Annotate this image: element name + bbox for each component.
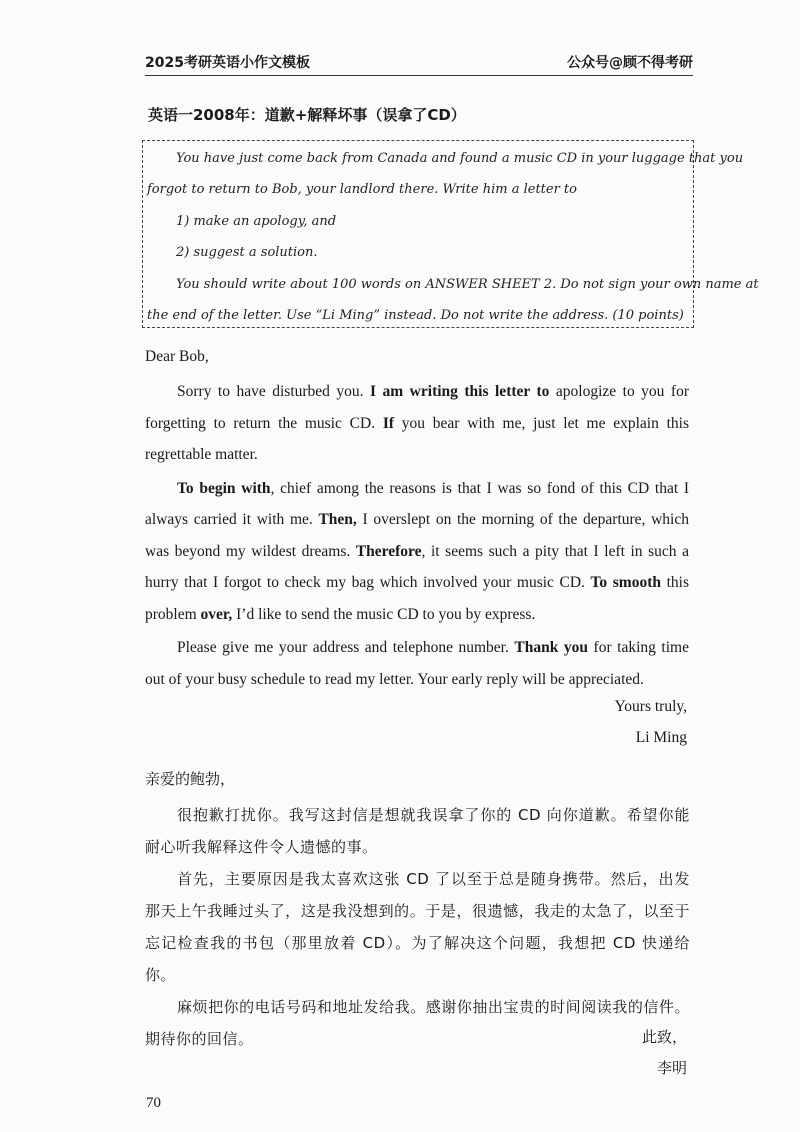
letter-paragraph-2: To begin with, chief among the reasons is that I was so fond of this CD that I always carried it with me. Then, I overslept on the morning of the departure, which was beyond my wildest dreams. Therefore, it seems such a pity that I left in such a hurry that I forgot to check my bag which involved your music CD. To smooth this problem over, I’d like to send the music CD to you by express. [145, 479, 690, 623]
letter-paragraph-1: Sorry to have disturbed you. I am writing this letter to apologize to you for forgetting to return the music CD. If you bear with me, just let me explain this regrettable matter. [145, 383, 689, 463]
letter-signature: Li Ming [635, 729, 687, 746]
translation-signature: 李明 [656, 1059, 687, 1077]
prompt-line: 1) make an apology, and [176, 214, 337, 229]
letter-paragraph-3: Please give me your address and telephone number. Thank you for taking time out of your busy schedule to read my letter. Your early reply will be appreciated. [145, 639, 689, 688]
translation-closing: 此致， [641, 1028, 687, 1046]
translation-body [145, 799, 690, 1055]
translation-salutation: 亲爱的鲍勃， [145, 770, 236, 788]
prompt-line: the end of the letter. Use “Li Ming” instead. Do not write the address. (10 points) [147, 308, 684, 323]
prompt-box [142, 140, 759, 328]
translation-paragraph-2: 首先，主要原因是我太喜欢这张 CD 了以至于总是随身携带。然后，出发那天上午我睡过头了，这是我没想到的。于是，很遗憾，我走的太急了，以至于忘记检查我的书包（那里放着 CD）。为了解决这个问题，我想把 CD 快递给你。 [145, 870, 690, 984]
translation-paragraph-3: 麻烦把你的电话号码和地址发给我。感谢你抽出宝贵的时间阅读我的信件。期待你的回信。 [145, 998, 690, 1048]
page-header [145, 50, 693, 76]
prompt-line: You have just come back from Canada and found a music CD in your luggage that you [176, 151, 744, 166]
section-title: 英语一2008年：道歉+解释坏事（误拿了CD） [148, 106, 466, 124]
prompt-line: You should write about 100 words on ANSWER SHEET 2. Do not sign your own name at [176, 277, 759, 292]
letter-body [145, 376, 689, 695]
header-source: 公众号@顾不得考研 [567, 55, 693, 71]
translation-paragraph-1: 很抱歉打扰你。我写这封信是想就我误拿了你的 CD 向你道歉。希望你能耐心听我解释这件令人遗憾的事。 [145, 806, 690, 856]
letter-salutation: Dear Bob, [145, 348, 209, 365]
prompt-line: forgot to return to Bob, your landlord there. Write him a letter to [147, 182, 577, 197]
header-title: 2025考研英语小作文模板 [145, 55, 310, 71]
page-number: 70 [146, 1095, 161, 1111]
prompt-line: 2) suggest a solution. [176, 245, 318, 260]
letter-closing: Yours truly, [614, 698, 687, 715]
